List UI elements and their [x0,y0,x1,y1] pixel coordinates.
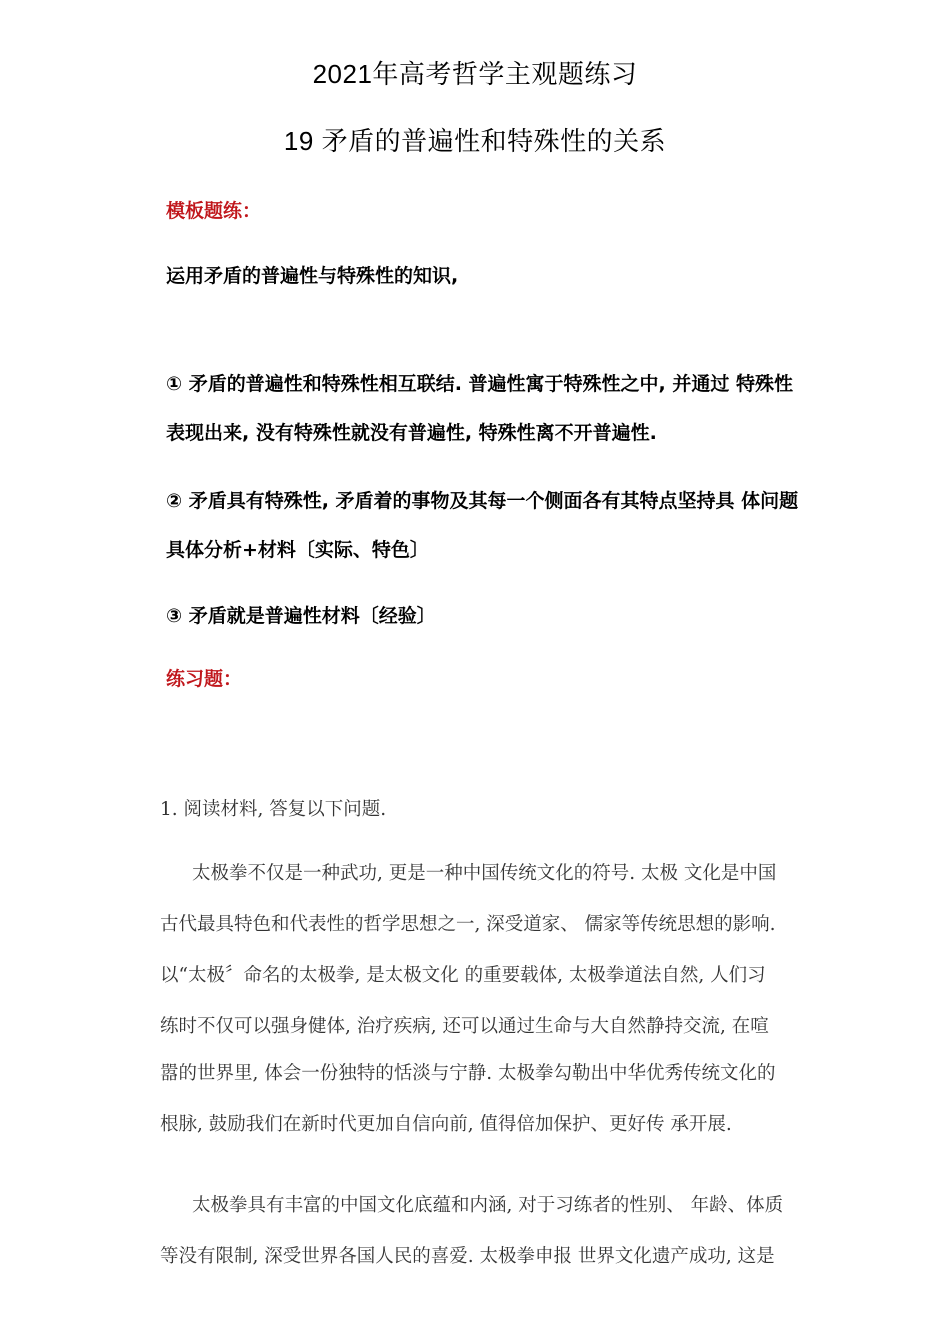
paragraph-2-line: 太极拳具有丰富的中国文化底蕴和内涵, 对于习练者的性别、 年龄、体质 [192,1195,784,1216]
point-2-line-1: ② 矛盾具有特殊性, 矛盾着的事物及其每一个侧面各有其特点坚持具 体问题 [166,490,799,512]
exercise-heading: 练习题： [166,668,243,690]
document-subtitle: 19 矛盾的普遍性和特殊性的关系 [283,126,667,156]
paragraph-1-line: 太极拳不仅是一种武功, 更是一种中国传统文化的符号. 太极 文化是中国 [192,863,777,884]
point-3-line-1: ③ 矛盾就是普遍性材料〔经验〕 [166,605,436,627]
template-prompt: 运用矛盾的普遍性与特殊性的知识, [166,265,459,287]
point-1-line-2: 表现出来, 没有特殊性就没有普遍性, 特殊性离不开普遍性. [166,422,657,444]
template-heading: 模板题练： [166,200,262,222]
paragraph-1-line: 嚣的世界里, 体会一份独特的恬淡与宁静. 太极拳勾勒出中华优秀传统文化的 [160,1063,776,1084]
point-1-line-1: ① 矛盾的普遍性和特殊性相互联结. 普遍性寓于特殊性之中, 并通过 特殊性 [166,373,793,395]
paragraph-1-line: 以“太极〞命名的太极拳, 是太极文化 的重要载体, 太极拳道法自然, 人们习 [160,965,766,986]
paragraph-1-line: 古代最具特色和代表性的哲学思想之一, 深受道家、 儒家等传统思想的影响. [160,914,776,935]
paragraph-1-line: 根脉, 鼓励我们在新时代更加自信向前, 值得倍加保护、更好传 承开展. [160,1114,732,1135]
document-title: 2021年高考哲学主观题练习 [312,59,638,89]
paragraph-2-line: 等没有限制, 深受世界各国人民的喜爱. 太极拳申报 世界文化遗产成功, 这是 [160,1246,775,1267]
paragraph-1-line: 练时不仅可以强身健体, 治疗疾病, 还可以通过生命与大自然静持交流, 在喧 [160,1016,769,1037]
point-2-line-2: 具体分析+材料〔实际、特色〕 [166,539,429,561]
question-1: 1. 阅读材料, 答复以下问题. [160,799,387,820]
